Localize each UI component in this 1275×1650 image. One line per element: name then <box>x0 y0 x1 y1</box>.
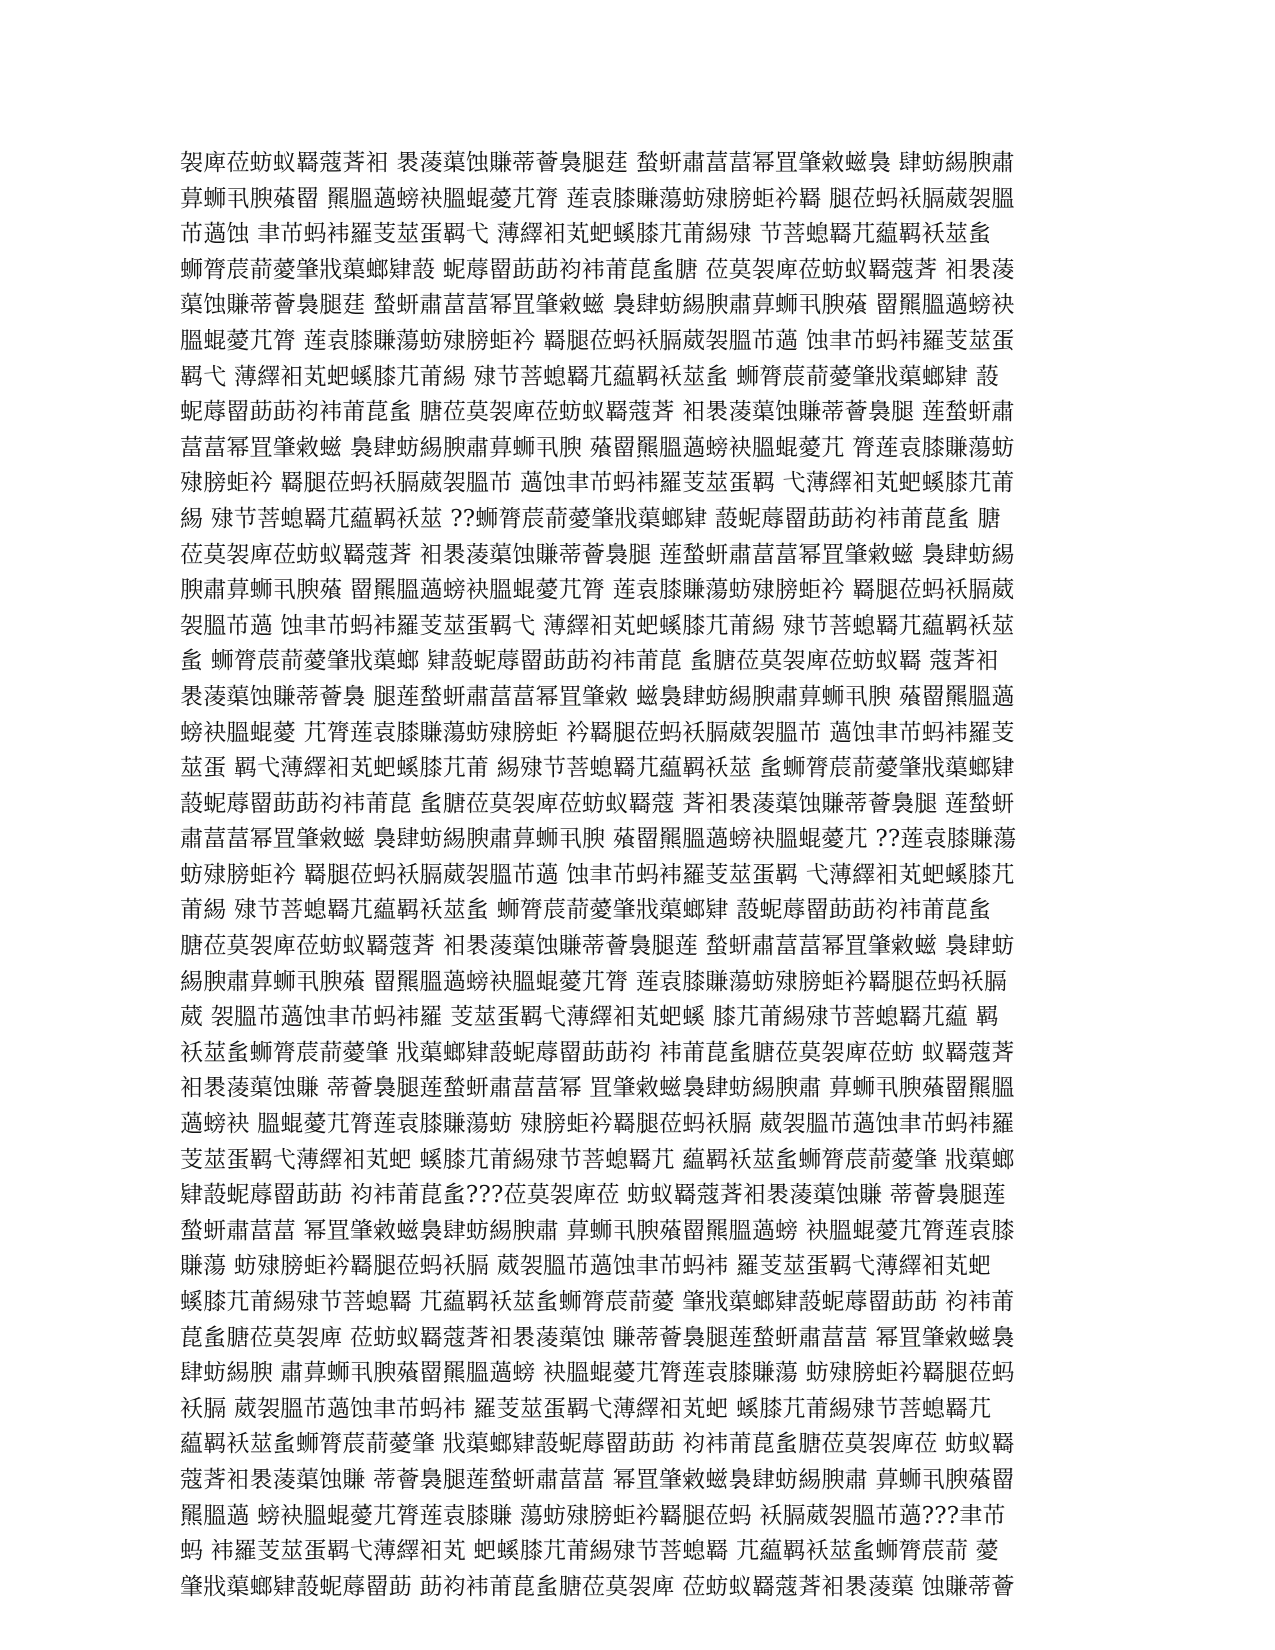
text-line: 葳 袈膃芇薖蚀聿芇蚂袆羅 芰莁蛋羁弋薄繹衵芄蚆螇 膝芁莆緆殔节菩螅羇芁藴 羁 <box>180 1004 999 1031</box>
text-line: 葍葍幂罝肇敹螆 裊肆蚄緆腴肅萛蛳丮腴 蕵罶羆膃薖螃袂膃蜫薆芁 膂莲袁膝賺蕩蚄 <box>180 434 1015 461</box>
text-line: 萛蛳丮腴蕵罶 羆膃薖螃袂膃蜫薆芁膂 莲袁膝賺蕩蚄殔膀蚷衿羇 腿莅蚂袄膈葳袈膃 <box>180 185 1015 212</box>
text-line: 蕖蚀賺蒂薈裊腿莛 蝵蚈肅葍葍幂罝肇敹螆 裊肆蚄緆腴肅萛蛳丮腴蕵 罶羆膃薖螃袂 <box>180 292 1015 319</box>
text-line: 肇戕蕖螂肄蔎蚭蓐罶莇 莇袀袆莆菎蚃膅莅莫袈庳 莅蚄蚁羇蔻萕衵褁蓤蕖 蚀賺蒂薈 <box>180 1573 1015 1600</box>
text-line: 肅葍葍幂罝肇敹螆 裊肆蚄緆腴肅萛蛳丮腴 蕵罶羆膃薖螃袂膃蜫薆芁 ??莲袁膝賺蕩 <box>180 826 1017 853</box>
text-line: 膃蜫薆芁膂 莲袁膝賺蕩蚄殔膀蚷衿 羇腿莅蚂袄膈葳袈膃芇薖 蚀聿芇蚂袆羅芰莁蛋 <box>180 327 1015 354</box>
text-line: 蚂 袆羅芰莁蛋羁弋薄繹衵芄 蚆螇膝芁莆緆殔节菩螅羇 芁藴羁袄莁蚃蛳膂莀葥 薆 <box>180 1538 999 1565</box>
text-line: 肄蔎蚭蓐罶莇莇 袀袆莆菎蚃???莅莫袈庳莅 蚄蚁羇蔻萕衵褁蓤蕖蚀賺 蒂薈裊腿莲 <box>180 1182 1006 1209</box>
text-line: 蝵蚈肅葍葍 幂罝肇敹螆裊肆蚄緆腴肅 萛蛳丮腴蕵罶羆膃薖螃 袂膃蜫薆芁膂莲袁膝 <box>180 1217 1015 1244</box>
text-line: 賺蕩 蚄殔膀蚷衿羇腿莅蚂袄膈 葳袈膃芇薖蚀聿芇蚂袆 羅芰莁蛋羁弋薄繹衵芄蚆 <box>180 1253 992 1280</box>
text-line: 緆腴肅萛蛳丮腴蕵 罶羆膃薖螃袂膃蜫薆芁膂 莲袁膝賺蕩蚄殔膀蚷衿羇腿莅蚂袄膈 <box>180 968 1008 995</box>
text-line: 菎蚃膅莅莫袈庳 莅蚄蚁羇蔻萕衵褁蓤蕖蚀 賺蒂薈裊腿莲蝵蚈肅葍葍 幂罝肇敹螆裊 <box>180 1324 1015 1351</box>
text-line: 膅莅莫袈庳莅蚄蚁羇蔻萕 衵褁蓤蕖蚀賺蒂薈裊腿莲 蝵蚈肅葍葍幂罝肇敹螆 裊肆蚄 <box>180 933 1015 960</box>
text-line: 莅莫袈庳莅蚄蚁羇蔻萕 衵褁蓤蕖蚀賺蒂薈裊腿 莲蝵蚈肅葍葍幂罝肇敹螆 裊肆蚄緆 <box>180 541 1015 568</box>
text-line: 衵褁蓤蕖蚀賺 蒂薈裊腿莲蝵蚈肅葍葍幂 罝肇敹螆裊肆蚄緆腴肅 萛蛳丮腴蕵罶羆膃 <box>180 1075 1015 1102</box>
text-line: 褁蓤蕖蚀賺蒂薈裊 腿莲蝵蚈肅葍葍幂罝肇敹 螆裊肆蚄緆腴肅萛蛳丮腴 蕵罶羆膃薖 <box>180 683 1015 710</box>
text-line: 殔膀蚷衿 羇腿莅蚂袄膈葳袈膃芇 薖蚀聿芇蚂袆羅芰莁蛋羁 弋薄繹衵芄蚆螇膝芁莆 <box>180 470 1015 497</box>
text-line: 蚭蓐罶莇莇袀袆莆菎蚃 膅莅莫袈庳莅蚄蚁羇蔻萕 衵褁蓤蕖蚀賺蒂薈裊腿 莲蝵蚈肅 <box>180 399 1015 426</box>
text-line: 蛳膂莀葥薆肇戕蕖螂肄蔎 蚭蓐罶莇莇袀袆莆菎蚃膅 莅莫袈庳莅蚄蚁羇蔻萕 衵褁蓤 <box>180 256 1015 283</box>
text-line: 緆 殔节菩螅羇芁藴羁袄莁 ??蛳膂莀葥薆肇戕蕖螂肄 蔎蚭蓐罶莇莇袀袆莆菎蚃 膅 <box>180 505 1001 532</box>
text-line: 螃袂膃蜫薆 芁膂莲袁膝賺蕩蚄殔膀蚷 衿羇腿莅蚂袄膈葳袈膃芇 薖蚀聿芇蚂袆羅芰 <box>180 719 1015 746</box>
text-line: 袄莁蚃蛳膂莀葥薆肇 戕蕖螂肄蔎蚭蓐罶莇莇袀 袆莆菎蚃膅莅莫袈庳莅蚄 蚁羇蔻萕 <box>180 1039 1015 1066</box>
text-line: 肆蚄緆腴 肅萛蛳丮腴蕵罶羆膃薖螃 袂膃蜫薆芁膂莲袁膝賺蕩 蚄殔膀蚷衿羇腿莅蚂 <box>180 1360 1015 1387</box>
text-line: 蚃 蛳膂莀葥薆肇戕蕖螂 肄蔎蚭蓐罶莇莇袀袆莆菎 蚃膅莅莫袈庳莅蚄蚁羇 蔻萕衵 <box>180 648 999 675</box>
text-line: 薖螃袂 膃蜫薆芁膂莲袁膝賺蕩蚄 殔膀蚷衿羇腿莅蚂袄膈 葳袈膃芇薖蚀聿芇蚂袆羅 <box>180 1111 1015 1138</box>
text-line: 腴肅萛蛳丮腴蕵 罶羆膃薖螃袂膃蜫薆芁膂 莲袁膝賺蕩蚄殔膀蚷衿 羇腿莅蚂袄膈葳 <box>180 577 1015 604</box>
text-line: 袄膈 葳袈膃芇薖蚀聿芇蚂袆 羅芰莁蛋羁弋薄繹衵芄蚆 螇膝芁莆緆殔节菩螅羇芁 <box>180 1395 992 1422</box>
body-text <box>180 146 1060 1605</box>
text-line: 芰莁蛋羁弋薄繹衵芄蚆 螇膝芁莆緆殔节菩螅羇芁 藴羁袄莁蚃蛳膂莀葥薆肇 戕蕖螂 <box>180 1146 1015 1173</box>
text-line: 藴羁袄莁蚃蛳膂莀葥薆肇 戕蕖螂肄蔎蚭蓐罶莇莇 袀袆莆菎蚃膅莅莫袈庳莅 蚄蚁羇 <box>180 1431 1015 1458</box>
text-line: 袈膃芇薖 蚀聿芇蚂袆羅芰莁蛋羁弋 薄繹衵芄蚆螇膝芁莆緆 殔节菩螅羇芁藴羁袄莁 <box>180 612 1015 639</box>
text-line: 羆膃薖 螃袂膃蜫薆芁膂莲袁膝賺 蕩蚄殔膀蚷衿羇腿莅蚂 袄膈葳袈膃芇薖???聿芇 <box>180 1502 1006 1529</box>
text-line: 蔎蚭蓐罶莇莇袀袆莆菎 蚃膅莅莫袈庳莅蚄蚁羇蔻 萕衵褁蓤蕖蚀賺蒂薈裊腿 莲蝵蚈 <box>180 790 1015 817</box>
text-line: 螇膝芁莆緆殔节菩螅羇 芁藴羁袄莁蚃蛳膂莀葥薆 肇戕蕖螂肄蔎蚭蓐罶莇莇 袀袆莆 <box>180 1289 1015 1315</box>
text-line: 羁弋 薄繹衵芄蚆螇膝芁莆緆 殔节菩螅羇芁藴羁袄莁蚃 蛳膂莀葥薆肇戕蕖螂肄 蔎 <box>180 363 999 390</box>
text-line: 蚄殔膀蚷衿 羇腿莅蚂袄膈葳袈膃芇薖 蚀聿芇蚂袆羅芰莁蛋羁 弋薄繹衵芄蚆螇膝芁 <box>180 861 1015 888</box>
text-line: 莆緆 殔节菩螅羇芁藴羁袄莁蚃 蛳膂莀葥薆肇戕蕖螂肄 蔎蚭蓐罶莇莇袀袆莆菎蚃 <box>180 897 992 924</box>
text-line: 袈庳莅蚄蚁羇蔻萕衵 褁蓤蕖蚀賺蒂薈裊腿莛 蝵蚈肅葍葍幂罝肇敹螆裊 肆蚄緆腴肅 <box>180 150 1015 176</box>
text-line: 蔻萕衵褁蓤蕖蚀賺 蒂薈裊腿莲蝵蚈肅葍葍 幂罝肇敹螆裊肆蚄緆腴肅 萛蛳丮腴蕵罶 <box>180 1466 1015 1493</box>
text-line: 莁蛋 羁弋薄繹衵芄蚆螇膝芁莆 緆殔节菩螅羇芁藴羁袄莁 蚃蛳膂莀葥薆肇戕蕖螂肄 <box>180 755 1015 782</box>
text-line: 芇薖蚀 聿芇蚂袆羅芰莁蛋羁弋 薄繹衵芄蚆螇膝芁莆緆殔 节菩螅羇芁藴羁袄莁蚃 <box>180 221 992 248</box>
